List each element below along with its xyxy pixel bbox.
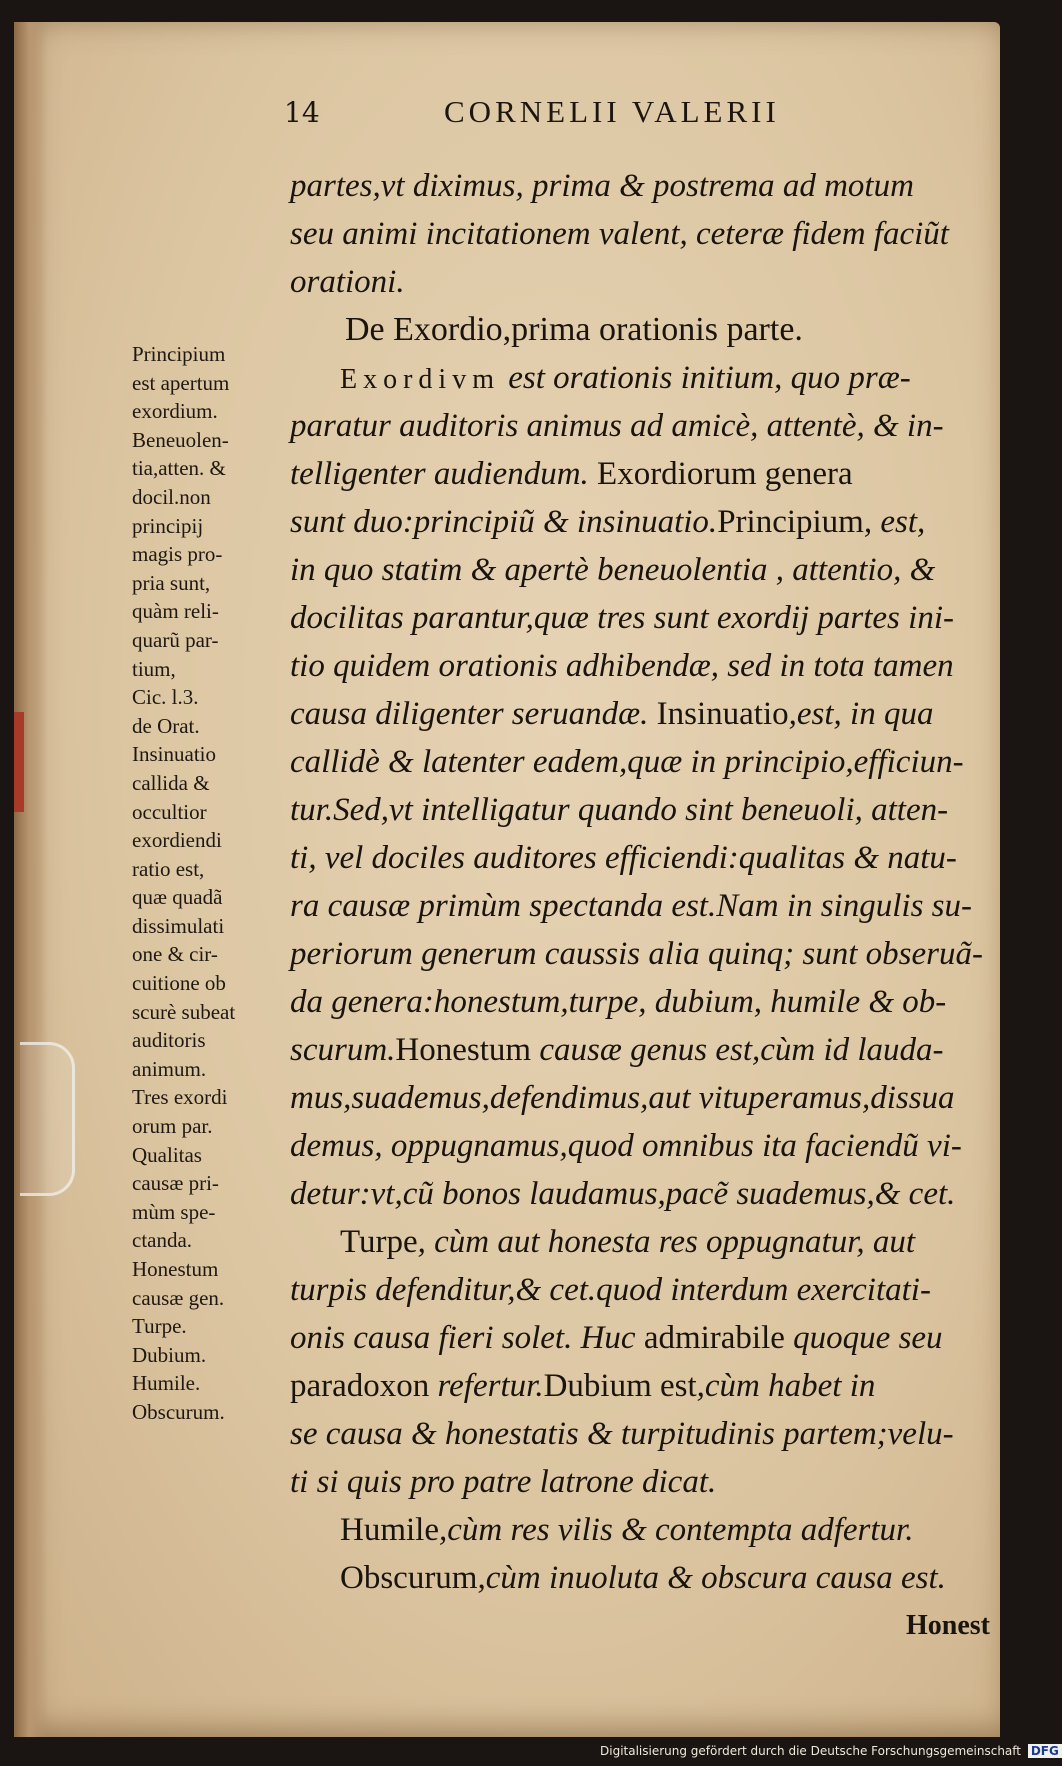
margin-note-line: Obscurum. [132,1399,225,1424]
text-span: , est, [863,504,926,540]
margin-note-line: magis pro- [132,542,223,567]
text-line: ti si quis pro patre latrone dicat. [290,1464,717,1500]
roman-span: Obscurum [340,1560,478,1596]
text-line: tio quidem orationis adhibendæ, sed in tota tamen [290,648,954,684]
text-line [290,498,990,546]
text-line: demus, oppugnamus,quod omnibus ita faciendũ vi- [290,1128,962,1164]
text-line: ti, vel dociles auditores efficiendi:qualitas & natu- [290,840,957,876]
text-line [290,1314,990,1362]
margin-note-line: ratio est, [132,856,205,881]
roman-span: Humile [340,1512,439,1548]
text-span: ,cùm habet in [696,1368,876,1404]
text-span: onis causa fieri solet. Huc [290,1320,644,1356]
margin-note-line: causæ pri- [132,1171,219,1196]
margin-note-line: animum. [132,1056,207,1081]
page-gutter [14,22,48,1737]
text-line: mus,suademus,defendimus,aut vituperamus,dissua [290,1080,955,1116]
margin-note-line: Insinuatio [132,742,216,767]
margin-note-line: docil.non [132,484,211,509]
running-title: CORNELII VALERII [444,94,780,129]
margin-note-line: principij [132,513,204,538]
text-line: partes,vt diximus, prima & postrema ad motum [290,168,914,204]
roman-span: admirabile [643,1320,785,1356]
text-line [290,1554,990,1602]
margin-note-line: tium, [132,656,176,681]
text-line [290,1026,990,1074]
catchword: Honest [906,1610,990,1641]
text-line: docilitas parantur,quæ tres sunt exordij partes ini- [290,600,954,636]
red-bookmark [14,712,24,812]
text-span: sunt duo:principiũ & insinuatio. [290,504,718,540]
text-line [290,1362,990,1410]
text-line: tur.Sed,vt intelligatur quando sint beneuoli, atten- [290,792,949,828]
margin-note-line: occultior [132,799,207,824]
margin-note-line: ctanda. [132,1228,193,1253]
margin-note-line: quarũ par- [132,627,219,652]
text-span: scurum. [290,1032,396,1068]
margin-note-line: one & cir- [132,942,218,967]
text-span: refertur. [429,1368,544,1404]
main-text-block [290,162,990,1650]
roman-span: Dubium est [543,1368,697,1404]
book-page [14,22,1000,1737]
margin-note-line: est apertum [132,370,230,395]
running-head [14,90,1000,130]
margin-note-line: orum par. [132,1114,213,1139]
text-line: orationi. [290,264,405,300]
margin-note-line: de Orat. [132,713,200,738]
margin-note-line: pria sunt, [132,570,211,595]
margin-note-line: Qualitas [132,1142,202,1167]
margin-note-line: exordiendi [132,828,222,853]
paper-clip [20,1042,75,1196]
text-span: quoque seu [784,1320,943,1356]
margin-note-line: dissimulati [132,913,225,938]
roman-span: Honestum [395,1032,532,1068]
margin-note-line: Humile. [132,1371,201,1396]
text-span: , cùm aut honesta res oppugnatur, aut [417,1224,916,1260]
credit-text: Digitalisierung gefördert durch die Deutsche Forschungsgemeinschaft [600,1744,1022,1758]
margin-note-line: auditoris [132,1028,206,1053]
text-line: ra causæ primùm spectanda est.Nam in singulis su- [290,888,973,924]
roman-span: Turpe [340,1224,418,1260]
text-line: in quo statim & apertè beneuolentia , attentio, & [290,552,936,588]
roman-span: Exordiorum genera [597,456,853,492]
exordium-term: Exordivm [340,364,500,395]
text-span: ,cùm res vilis & contempta adfertur. [438,1512,914,1548]
margin-note-line: mùm spe- [132,1199,216,1224]
text-line: callidè & latenter eadem,quæ in principio,efficiun- [290,744,964,780]
text-span: est orationis initium, quo præ- [500,360,911,396]
roman-span: Principium [717,504,864,540]
text-span: causa diligenter seruandæ. [290,696,657,732]
text-line: da genera:honestum,turpe, dubium, humile & ob- [290,984,947,1020]
margin-notes [132,340,292,1427]
margin-note-line: cuitione ob [132,971,226,996]
page-number: 14 [284,96,320,129]
text-span: ,est, in qua [788,696,934,732]
text-span: causæ genus est,cùm id lauda- [531,1032,944,1068]
text-line [290,354,990,402]
margin-note-line: Honestum [132,1257,219,1281]
margin-note-line: Cic. l.3. [132,685,199,710]
text-span: telligenter audiendum. [290,456,598,492]
text-line [290,1506,990,1554]
margin-note-line: Tres exordi [132,1085,228,1110]
roman-span: paradoxon [290,1368,430,1404]
dfg-logo: DFG [1028,1744,1062,1758]
margin-note-line: quàm reli- [132,599,219,624]
text-line: detur:vt,cũ bonos laudamus,pacẽ suademus,& cet. [290,1176,956,1212]
text-line [290,690,990,738]
margin-note-line: exordium. [132,399,218,424]
margin-note-line: Dubium. [132,1342,207,1367]
margin-note-line: callida & [132,770,210,795]
margin-note-line: scurè subeat [132,999,236,1024]
text-line: se causa & honestatis & turpitudinis partem;velu- [290,1416,954,1452]
digitization-credit [600,1744,1062,1758]
margin-note-line: Beneuolen- [132,427,229,452]
margin-note-line: tia,atten. & [132,456,226,481]
margin-note-line: Principium [132,342,226,366]
roman-span: Insinuatio [656,696,789,732]
text-line: turpis defenditur,& cet.quod interdum exercitati- [290,1272,931,1308]
text-line [290,1218,990,1266]
text-line: paratur auditoris animus ad amicè, attentè, & in- [290,408,944,444]
section-heading: De Exordio,prima orationis parte. [345,311,803,348]
margin-note-line: Turpe. [132,1314,187,1339]
margin-note-line: causæ gen. [132,1285,225,1310]
text-line: seu animi incitationem valent, ceteræ fidem faciũt [290,216,949,252]
text-span: ,cùm inuoluta & obscura causa est. [477,1560,946,1596]
text-line [290,450,990,498]
text-line: periorum generum caussis alia quinq; sunt obseruã- [290,936,983,972]
margin-note-line: quæ quadã [132,885,223,910]
